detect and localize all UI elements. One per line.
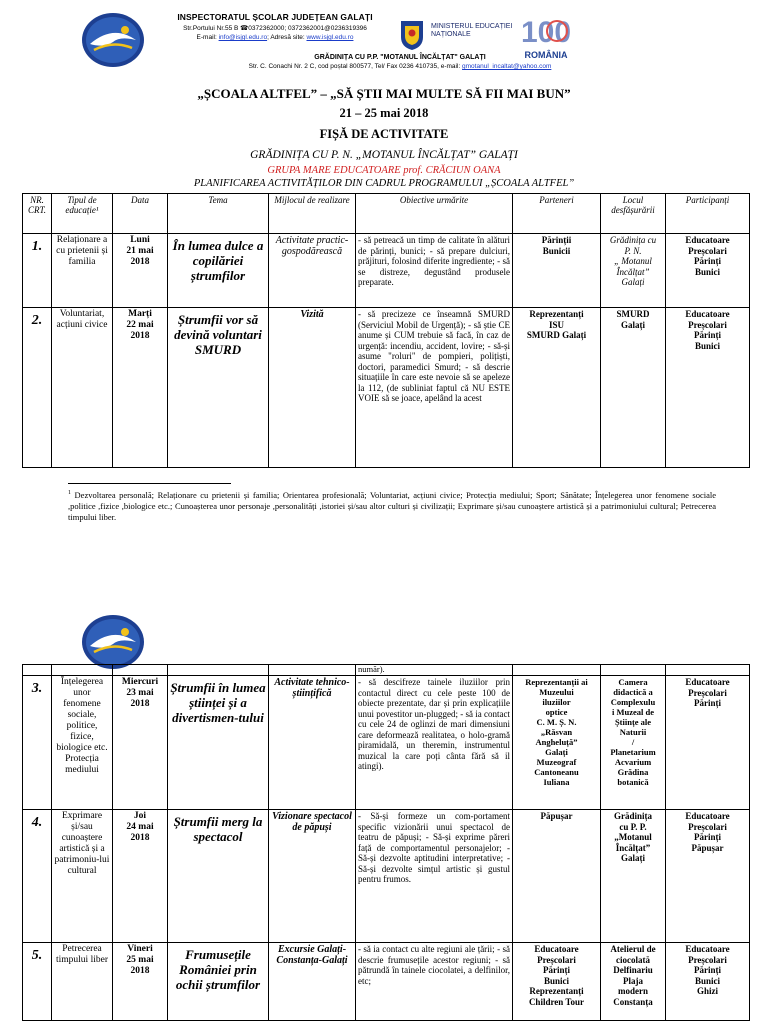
row-tip: Petrecerea timpului liber — [52, 943, 113, 1021]
kindergarten-email-link[interactable]: gmotanul_incaltat@yahoo.com — [462, 63, 552, 70]
row-obiective: - să ia contact cu alte regiuni ale țării; - să descrie frumusețile acestor regiuni; - să pătrundă în tainele ciocolatei, a delfinilor, etc; — [356, 943, 513, 1021]
row-parteneri: Păpușar — [513, 810, 601, 943]
row-nr: 1. — [23, 234, 52, 308]
ministry-name: MINISTERUL EDUCAȚIEI NAȚIONALE — [431, 23, 513, 38]
row-data: Vineri 25 mai 2018 — [113, 943, 168, 1021]
footnote-rule — [68, 483, 231, 484]
row-loc: Grădinița cu P. P. „Motanul Încălțat” Galați — [601, 810, 666, 943]
inspectorate-name: INSPECTORATUL ȘCOLAR JUDEȚEAN GALAȚI — [177, 12, 373, 22]
col-header-participanti: Participanți — [666, 194, 750, 234]
kindergarten-name: GRĂDINIȚA CU P.P. "MOTANUL ÎNCĂLȚAT" GALAȚI — [314, 54, 486, 61]
row-obiective: număr). — [356, 665, 513, 676]
row-mijloc: Activitate practic-gospodărească — [269, 234, 356, 308]
table-row — [23, 234, 750, 308]
document-subtitle: FIȘĂ DE ACTIVITATE — [319, 127, 449, 141]
row-loc: Camera didactică a Complexulu i Muzeal de Științe ale Naturii / Planetarium Acvarium Grădina botanică — [601, 676, 666, 810]
row-obiective: - să precizeze ce înseamnă SMURD (Serviciul Mobil de Urgență); - să știe CE anume și CUM trebuie să facă, în caz de urgență: incendiu, accident, lovire; - să-și asume "roluri" de pompieri, polițiști, doctori, paramedici Smurd; - să descrie situațiile în care este nevoie să se apeleze la 112, (de subliniat faptul că NU ESTE VOIE să se joace, apelând la acest — [356, 308, 513, 468]
row-participanti: Educatoare Preșcolari Părinți Bunici — [666, 308, 750, 468]
document-dates: 21 – 25 mai 2018 — [339, 106, 429, 120]
planning-title: PLANIFICAREA ACTIVITĂȚILOR DIN CADRUL PROGRAMULUI „ȘCOALA ALTFEL” — [193, 178, 575, 189]
row-data: Marți 22 mai 2018 — [113, 308, 168, 468]
group-title: GRUPA MARE EDUCATOARE prof. CRĂCIUN OANA — [267, 165, 501, 176]
table-row — [23, 308, 750, 468]
document-title: „ȘCOALA ALTFEL” – „SĂ ȘTII MAI MULTE SĂ FII MAI BUN” — [197, 86, 571, 101]
activity-table-page2 — [22, 664, 750, 1021]
col-header-parteneri: Parteneri — [513, 194, 601, 234]
table-header-row — [23, 194, 750, 234]
col-header-tip: Tipul de educație¹ — [52, 194, 113, 234]
row-participanti: Educatoare Preșcolari Părinți Păpușar — [666, 810, 750, 943]
isj-logo-icon — [80, 612, 146, 672]
col-header-data: Data — [113, 194, 168, 234]
row-parteneri: Părinții Bunicii — [513, 234, 601, 308]
row-tema: Ștrumfii vor să devină voluntari SMURD — [168, 308, 269, 468]
col-header-nr: NR. CRT. — [23, 194, 52, 234]
inspectorate-site-link[interactable]: www.isjgl.edu.ro — [306, 34, 354, 41]
table-row — [23, 676, 750, 810]
row-tip: Relaționare a cu prietenii și familia — [52, 234, 113, 308]
inspectorate-header — [150, 12, 400, 41]
row-obiective: - să petreacă un timp de calitate în alături de părinți, bunici; - să prepare dulciuri, prăjituri, folosind diferite ingrediente; - să se distreze, degustând produsele preparate. — [356, 234, 513, 308]
col-header-obiective: Obiective urmărite — [356, 194, 513, 234]
footnote — [68, 488, 716, 523]
activity-table-page1 — [22, 193, 750, 468]
table-row — [23, 665, 750, 676]
footnote-text: Dezvoltarea personală; Relaționare cu prietenii și familia; Orientarea profesională; Voluntariat, acțiuni civice; Protecția mediului; Sport; Sănătate; Înțelegerea unor fenomene sociale ,politice ,fizice ,biologice etc.; Cunoașterea unor personaje ,personalități ,istoriei și/sau altor culturi și civilizații; Exprimare și/sau cunoaștere artistică și a patrimoniului cultural; Petrecerea timpului liber. — [68, 489, 716, 522]
row-mijloc: Vizionare spectacol de păpuși — [269, 810, 356, 943]
row-tema: Frumusețile României prin ochii ștrumfilor — [168, 943, 269, 1021]
row-tip: Exprimare și/sau cunoaștere artistică și a patrimoniu-lui cultural — [52, 810, 113, 943]
table-row — [23, 810, 750, 943]
row-obiective: - să descifreze tainele iluziilor prin contactul direct cu cele peste 100 de obiecte prezentate, dar și prin explicațiile unui povestitor un-plugged; - să ia contact cu cele 24 de oglinzi de mari dimensiuni care deformează realitatea, o holo-gramă piramidală, un theremin, instrumentul muzical la care poți cânta fără să il atingi). — [356, 676, 513, 810]
romania-crest-icon — [399, 19, 425, 51]
col-header-tema: Tema — [168, 194, 269, 234]
kindergarten-address: Str. C. Conachi Nr. 2 C, cod poștal 800577, Tel/ Fax 0236 410735, e-mail: gmotanul_incaltat@yahoo.com — [248, 63, 552, 70]
row-parteneri: Educatoare Preșcolari Părinți Bunici Reprezentanți Children Tour — [513, 943, 601, 1021]
footnote-mark: 1 — [68, 490, 71, 496]
row-tip: Înțelegerea unor fenomene sociale, politice, fizice, biologice etc. Protecția mediului — [52, 676, 113, 810]
row-mijloc: Excursie Galați-Constanța-Galați — [269, 943, 356, 1021]
centenar-number: 100 — [520, 16, 572, 49]
row-nr: 2. — [23, 308, 52, 468]
row-mijloc: Vizită — [269, 308, 356, 468]
row-parteneri: Reprezentanți ISU SMURD Galați — [513, 308, 601, 468]
row-loc: Grădinița cu P. N. „ Motanul Încălțat” Galați — [601, 234, 666, 308]
row-nr: 5. — [23, 943, 52, 1021]
row-tema: Ștrumfii merg la spectacol — [168, 810, 269, 943]
row-parteneri: Reprezentanții ai Muzeului iluziilor optice C. M. Ș. N. „Răsvan Angheluță” Galați Muzeograf Cantoneanu Iuliana — [513, 676, 601, 810]
col-header-mijloc: Mijlocul de realizare — [269, 194, 356, 234]
row-data: Luni 21 mai 2018 — [113, 234, 168, 308]
row-nr: 4. — [23, 810, 52, 943]
kindergarten-title: GRĂDINIȚA CU P. N. „MOTANUL ÎNCĂLȚAT” GALAȚI — [250, 149, 518, 161]
row-data: Miercuri 23 mai 2018 — [113, 676, 168, 810]
row-data: Joi 24 mai 2018 — [113, 810, 168, 943]
row-participanti: Educatoare Preșcolari Părinți Bunici Ghizi — [666, 943, 750, 1021]
row-participanti: Educatoare Preșcolari Părinți — [666, 676, 750, 810]
centenar-text: ROMÂNIA — [524, 50, 568, 60]
row-loc: SMURD Galați — [601, 308, 666, 468]
row-tema: Ștrumfii în lumea științei și a divertismen-tului — [168, 676, 269, 810]
inspectorate-email-link[interactable]: info@isjgl.edu.ro — [218, 34, 268, 41]
row-tip: Voluntariat, acțiuni civice — [52, 308, 113, 468]
row-mijloc: Activitate tehnico-științifică — [269, 676, 356, 810]
row-loc: Atelierul de ciocolată Delfinariu Plaja modern Constanța — [601, 943, 666, 1021]
table-row — [23, 943, 750, 1021]
row-participanti: Educatoare Preșcolari Părinți Bunici — [666, 234, 750, 308]
kindergarten-header — [120, 54, 680, 70]
col-header-loc: Locul desfășurării — [601, 194, 666, 234]
row-tema: În lumea dulce a copilăriei ștrumfilor — [168, 234, 269, 308]
inspectorate-address: Str.Portului Nr.55 B ☎0372362000; 0372362001@0236319396 — [183, 25, 367, 32]
row-obiective: - Să-și formeze un com-portament specific vizionării unui spectacol de teatru de păpuși; - Să-și exprime păreri față de comportamentul personajelor; - Să-și dezvolte aptitudini interpretative; - Să-și dezvolte simțul artistic și gustul pentru frumos. — [356, 810, 513, 943]
inspectorate-contact: E-mail: info@isjgl.edu.ro; Adresă site: www.isjgl.edu.ro — [196, 34, 354, 41]
row-nr: 3. — [23, 676, 52, 810]
